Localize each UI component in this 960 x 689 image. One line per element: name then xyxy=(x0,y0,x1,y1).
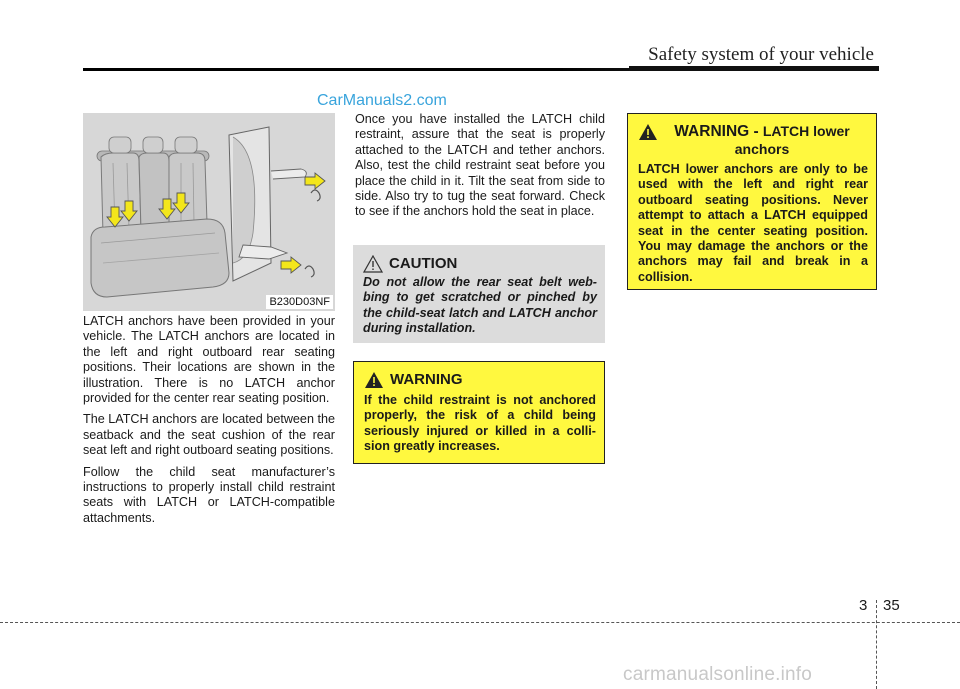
caution-title: CAUTION xyxy=(389,255,458,272)
paragraph: The LATCH anchors are located between the seatback and the seat cushion of the rear seat left and right outboard seating positions. xyxy=(83,412,335,458)
footer-site-watermark: carmanualsonline.info xyxy=(623,664,813,685)
latch-warning-text: LATCH lower anchors are only to be used with the left and right rear outboard seating positions. Never attempt to attach a LATCH equipped seat in the center seating position. You may damage the anchors or the anchors may fail and break in a collision. xyxy=(638,162,868,284)
caution-box xyxy=(353,245,605,343)
header-rule-accent xyxy=(629,66,879,71)
latch-warning-box xyxy=(627,113,877,290)
section-title: Safety system of your vehicle xyxy=(648,44,874,65)
seat-illustration-graphic xyxy=(83,113,335,311)
warning-box xyxy=(353,361,605,464)
footer-divider xyxy=(876,600,877,689)
paragraph: Once you have installed the LATCH child restraint, assure that the seat is properly attached to the LATCH and tether anchors. Also, test the child restraint seat before you place the child in it. Tilt the seat from side to side. Also try to tug the seat forward. Check to see if the anchors hold the seat in place. xyxy=(355,112,605,219)
caution-text: Do not allow the rear seat belt web-bing to get scratched or pinched by the child-seat latch and LATCH anchor during installation. xyxy=(363,275,597,336)
page-number: 35 xyxy=(883,597,900,614)
caution-triangle-icon xyxy=(363,255,383,273)
paragraph: Follow the child seat manufacturer’s instructions to properly install child restraint seats with LATCH or LATCH-compatible attachments. xyxy=(83,464,335,525)
warning-triangle-icon xyxy=(364,371,384,389)
warning-text: If the child restraint is not anchored properly, the risk of a child being seriously injured or killed in a colli-sion greatly increases. xyxy=(364,393,596,454)
rear-seat-illustration xyxy=(83,113,335,311)
latch-warning-title-lead: WARNING - xyxy=(674,123,759,140)
column-1-text xyxy=(83,314,335,532)
figure-code: B230D03NF xyxy=(266,295,333,309)
latch-warning-title-rest: LATCH lower anchors xyxy=(734,123,850,157)
chapter-number: 3 xyxy=(859,597,868,614)
column-2-text xyxy=(355,112,605,226)
paragraph: LATCH anchors have been provided in your vehicle. The LATCH anchors are located in the left and right outboard rear seating positions. Their locations are shown in the illustration. There is no LATCH anchor provided for the center rear seating position. xyxy=(83,314,335,406)
warning-header xyxy=(364,371,596,389)
warning-title: WARNING xyxy=(390,371,463,388)
footer-rule xyxy=(0,622,960,623)
warning-triangle-icon xyxy=(638,123,658,141)
watermark-text: CarManuals2.com xyxy=(317,92,447,109)
latch-warning-header xyxy=(638,123,868,158)
caution-header xyxy=(363,255,597,273)
